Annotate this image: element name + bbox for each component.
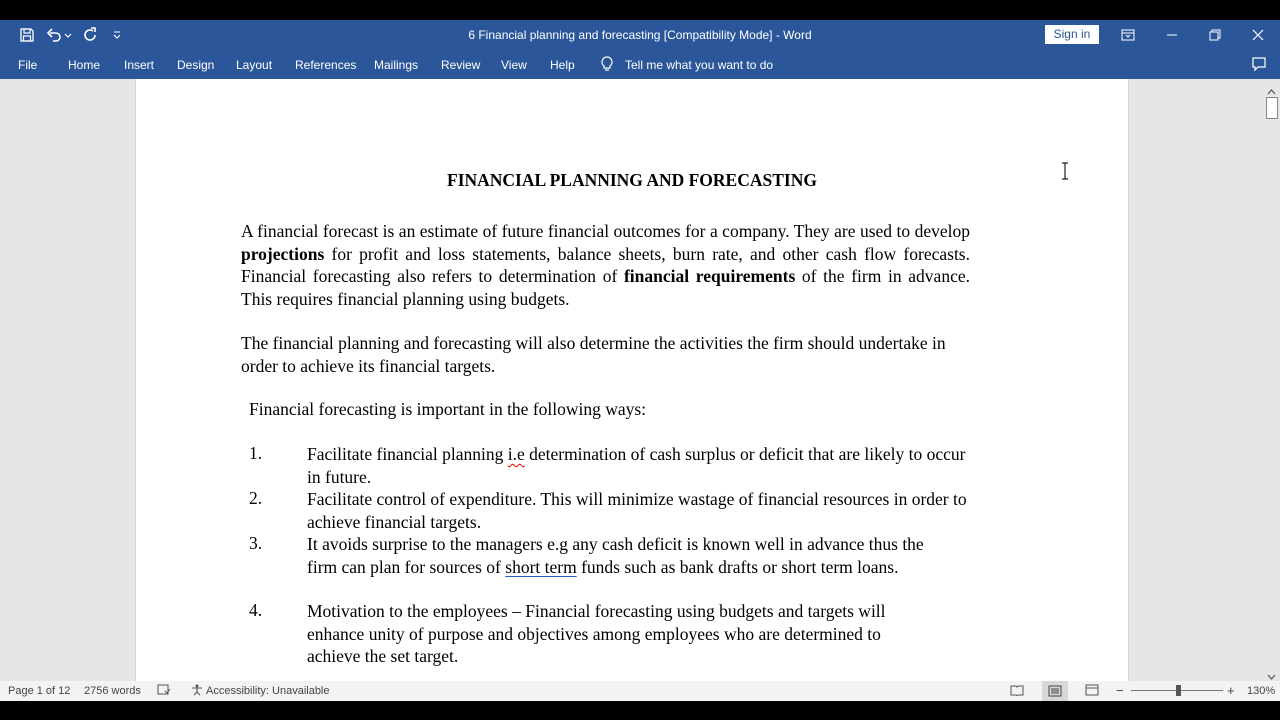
para1-bold-financial-requirements: financial requirements (623, 266, 796, 286)
para1-text-a: A financial forecast is an estimate of future financial outcomes for a company. They are used to develop (241, 221, 970, 241)
zoom-level[interactable]: 130% (1247, 685, 1276, 697)
comments-icon[interactable] (1250, 55, 1268, 73)
tab-file[interactable]: File (18, 58, 38, 72)
word-count[interactable]: 2756 words (84, 685, 141, 697)
proofing-icon[interactable] (157, 684, 171, 699)
list-number: 3. (249, 533, 263, 553)
tab-view[interactable]: View (501, 58, 527, 72)
tab-review[interactable]: Review (441, 58, 481, 72)
para1-bold-projections: projections (241, 243, 325, 264)
paragraph-2: The financial planning and forecasting will also determine the activities the firm should undertake in order to achieve its financial targets. (241, 333, 946, 376)
tab-design[interactable]: Design (177, 58, 215, 72)
tab-references[interactable]: References (295, 58, 357, 72)
close-icon[interactable] (1236, 20, 1280, 50)
vertical-scrollbar[interactable] (1263, 79, 1280, 681)
list-number: 4. (249, 600, 263, 620)
tell-me-search[interactable]: Tell me what you want to do (625, 58, 774, 72)
para1-text-c: for profit and loss statements, balance sheets, burn rate, and other cash flow forecasts. Financial forecasting also refers to determination of (241, 243, 970, 286)
grammar-flag-short-term[interactable]: short term (505, 556, 577, 577)
zoom-slider-thumb[interactable] (1176, 685, 1181, 696)
restore-icon[interactable] (1193, 20, 1237, 50)
tab-mailings[interactable]: Mailings (374, 58, 419, 72)
read-mode-icon[interactable] (1010, 684, 1024, 699)
document-workspace (0, 79, 1280, 681)
paragraph-3: Financial forecasting is important in the following ways: (249, 399, 647, 419)
window-title: 6 Financial planning and forecasting [Compatibility Mode] - Word (468, 28, 812, 42)
page-count[interactable]: Page 1 of 12 (8, 685, 71, 697)
list-item: Motivation to the employees – Financial forecasting using budgets and targets will enhance unity of purpose and objectives among employees who are determined to achieve the set target. (307, 601, 886, 666)
minimize-icon[interactable] (1150, 20, 1194, 50)
list-item: It avoids surprise to the managers e.g any cash deficit is known well in advance thus the firm can plan for sources of short term funds such as bank drafts or short term loans. (307, 534, 924, 577)
scroll-thumb[interactable] (1266, 97, 1278, 119)
tab-home[interactable]: Home (68, 58, 101, 72)
ribbon-tabs (0, 50, 1280, 79)
web-layout-icon[interactable] (1085, 684, 1099, 699)
sign-in-button[interactable]: Sign in (1045, 25, 1099, 44)
spelling-error-ie[interactable]: i.e (507, 444, 525, 464)
tab-layout[interactable]: Layout (236, 58, 273, 72)
list-item: Facilitate control of expenditure. This will minimize wastage of financial resources in order to achieve financial targets. (307, 489, 967, 532)
para1-text-e: of the firm in advance. This requires financial planning using budgets. (241, 266, 970, 309)
list-number: 1. (249, 443, 263, 463)
scroll-down-icon[interactable] (1267, 668, 1276, 681)
zoom-in-icon[interactable]: + (1227, 683, 1235, 698)
tab-insert[interactable]: Insert (124, 58, 155, 72)
text-cursor-icon (1060, 162, 1070, 185)
accessibility-icon (190, 684, 204, 699)
lightbulb-icon (598, 55, 616, 73)
list-number: 2. (249, 488, 263, 508)
document-title: FINANCIAL PLANNING AND FORECASTING (447, 170, 817, 190)
title-bar (0, 20, 1280, 50)
paragraph-1 (241, 220, 970, 310)
tab-help[interactable]: Help (550, 58, 575, 72)
document-page[interactable] (135, 79, 1129, 681)
accessibility-status[interactable]: Accessibility: Unavailable (206, 685, 330, 697)
print-layout-icon[interactable] (1042, 681, 1068, 701)
zoom-out-icon[interactable]: − (1116, 683, 1124, 698)
ribbon-display-options-icon[interactable] (1106, 20, 1150, 50)
status-bar (0, 681, 1280, 701)
list-item: Facilitate financial planning i.e determination of cash surplus or deficit that are likely to occur in future. (307, 444, 966, 487)
